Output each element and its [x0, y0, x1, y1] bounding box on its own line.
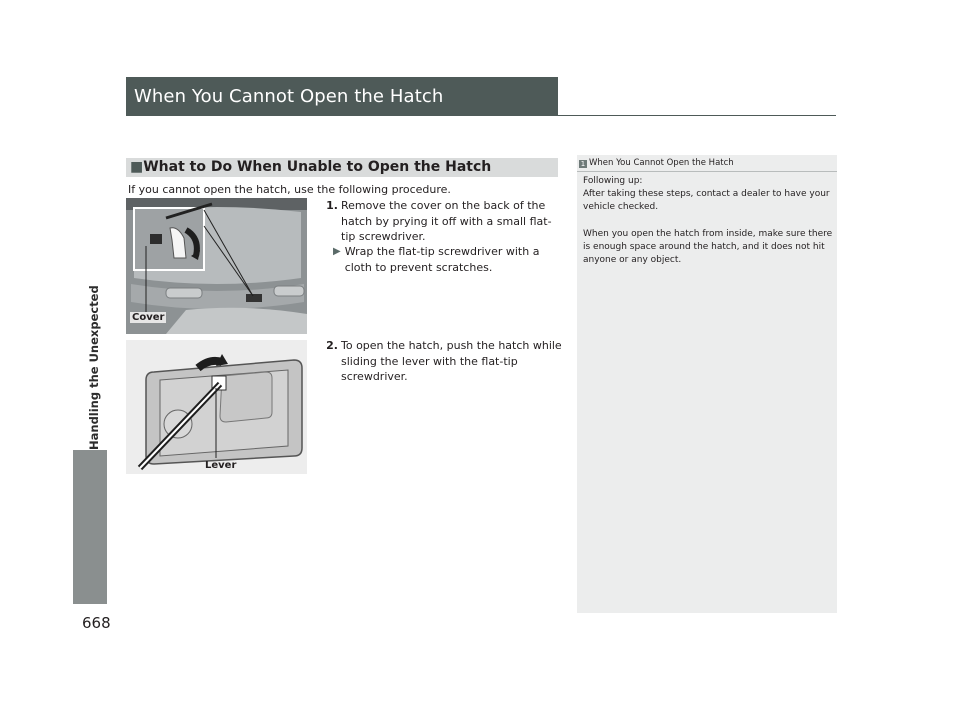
lever-drawing	[126, 340, 307, 474]
section-marker-icon: ■	[130, 159, 144, 175]
note-panel	[577, 155, 837, 613]
lever-callout: Lever	[205, 460, 237, 471]
note-paragraph-2: When you open the hatch from inside, make sure there is enough space around the hatch, and it does not hit anyone or any object.	[583, 229, 833, 265]
note-divider	[577, 171, 837, 172]
note-heading	[579, 158, 734, 168]
title-divider	[126, 115, 836, 116]
substep-arrow-icon: ▶	[333, 246, 341, 257]
step-1-subtext: Wrap the flat-tip screwdriver with a cloth to prevent scratches.	[344, 245, 540, 274]
side-tab-marker	[73, 450, 107, 604]
step-2-text: To open the hatch, push the hatch while sliding the lever with the flat-tip screwdriver.	[341, 339, 562, 383]
step-1-substep	[333, 244, 563, 275]
note-followup-label: Following up:	[583, 176, 643, 186]
note-followup-text: After taking these steps, contact a dealer to have your vehicle checked.	[583, 189, 830, 212]
step-1-number: 1.	[326, 199, 338, 212]
page-title: When You Cannot Open the Hatch	[134, 86, 444, 107]
section-heading-text: What to Do When Unable to Open the Hatch	[143, 159, 492, 175]
note-paragraph-1	[583, 175, 833, 214]
step-2	[326, 338, 562, 385]
side-section-label: Handling the Unexpected	[87, 285, 101, 450]
section-heading	[130, 159, 491, 175]
step-1-text: Remove the cover on the back of the hatch by prying it off with a small flat-tip screwdriver.	[341, 199, 552, 243]
step-2-number: 2.	[326, 339, 338, 352]
note-reference-icon: 1	[580, 160, 586, 168]
cover-callout: Cover	[132, 312, 165, 323]
note-heading-text: When You Cannot Open the Hatch	[589, 158, 734, 168]
lever-illustration	[126, 340, 307, 474]
step-1	[326, 198, 564, 245]
intro-text: If you cannot open the hatch, use the following procedure.	[128, 183, 451, 196]
page-number: 668	[82, 614, 111, 632]
